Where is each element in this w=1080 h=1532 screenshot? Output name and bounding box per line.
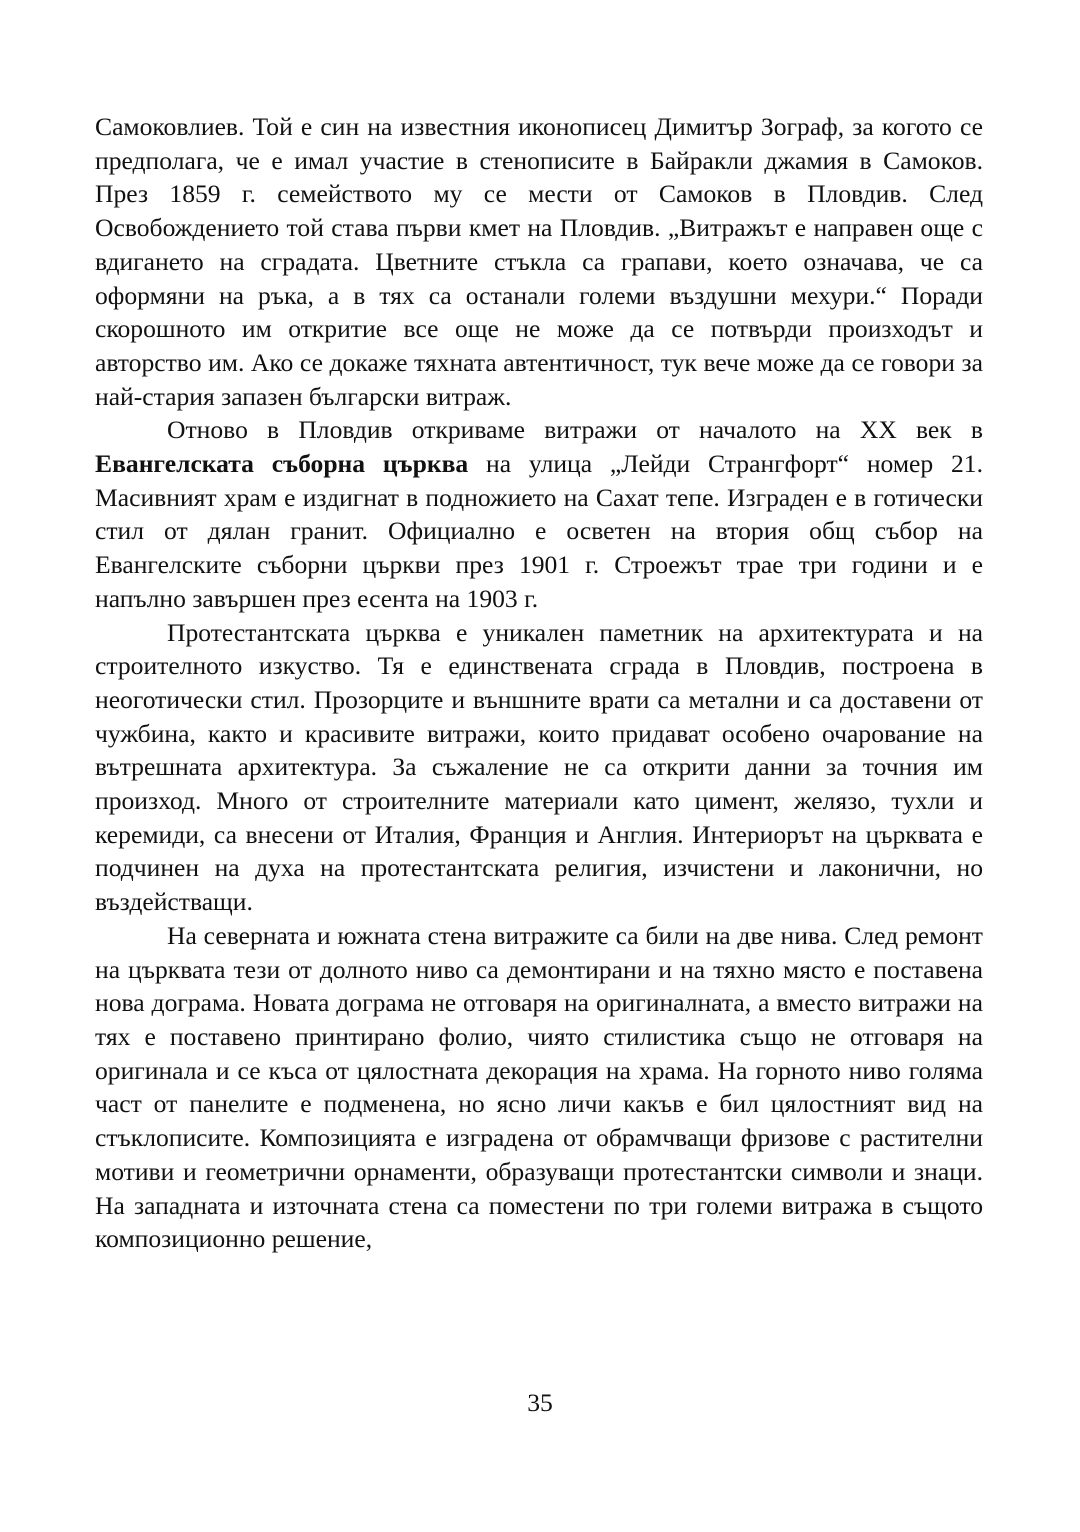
paragraph-2-lead: Отново в Пловдив откриваме витражи от началото на ХХ век в: [167, 415, 983, 445]
page-number: 35: [527, 1388, 553, 1417]
paragraph-1: Самоковлиев. Той е син на известния иконописец Димитър Зограф, за когото се предполага, че е имал участие в стенописите в Байракли джамия в Самоков. През 1859 г. семейството му се мести от Самоков в Пловдив. След Освобождението той става първи кмет на Пловдив. „Витражът е направен още с вдигането на сградата. Цветните стъкла са грапави, което означава, че са оформяни на ръка, а в тях са останали големи въздушни мехури.“ Поради скорошното им откритие все още не може да се потвърди произходът и авторство им. Ако се докаже тяхната автентичност, тук вече може да се говори за най-стария запазен български витраж.: [95, 112, 983, 411]
paragraph-2-bold: Евангелската съборна църква: [95, 449, 469, 479]
paragraph-3: Протестантската църква е уникален паметник на архитектурата и на строителното изкуство. Тя е единствената сграда в Пловдив, построена в неоготически стил. Прозорците и външните врати са метални и са доставени от чужбина, както и красивите витражи, които придават особено очарование на вътрешната архитектура. За съжаление не са открити данни за точния им произход. Много от строителните материали като цимент, желязо, тухли и керемиди, са внесени от Италия, Франция и Англия. Интериорът на църквата е подчинен на духа на протестантската религия, изчистени и лаконични, но въздействащи.: [95, 617, 983, 917]
paragraph-2-text: на улица „Лейди Странгфорт“ номер 21. Масивният храм е издигнат в подножието на Сахат тепе. Изграден е в готически стил от дялан гранит. Официално е осветен на втория общ събор на Евангелските съборни църкви през 1901 г. Строежът трае три години и е напълно завършен през есента на 1903 г.: [95, 449, 984, 613]
page-body: [95, 110, 983, 1256]
paragraph-4: На северната и южната стена витражите са били на две нива. След ремонт на църквата тези от долното ниво са демонтирани и на тяхно място е поставена нова дограма. Новата дограма не отговаря на оригиналната, а вместо витражи на тях е поставено принтирано фолио, чиято стилистика също не отговаря на оригинала и се къса от цялостната декорация на храма. На горното ниво голяма част от панелите е подменена, но ясно личи какъв е бил цялостният вид на стъклописите. Композицията е изградена от обрамчващи фризове с растителни мотиви и геометрични орнаменти, образуващи протестантски символи и знаци. На западната и източната стена са поместени по три големи витража в същото композиционно решение,: [95, 920, 983, 1254]
paragraph-2: [95, 413, 983, 615]
